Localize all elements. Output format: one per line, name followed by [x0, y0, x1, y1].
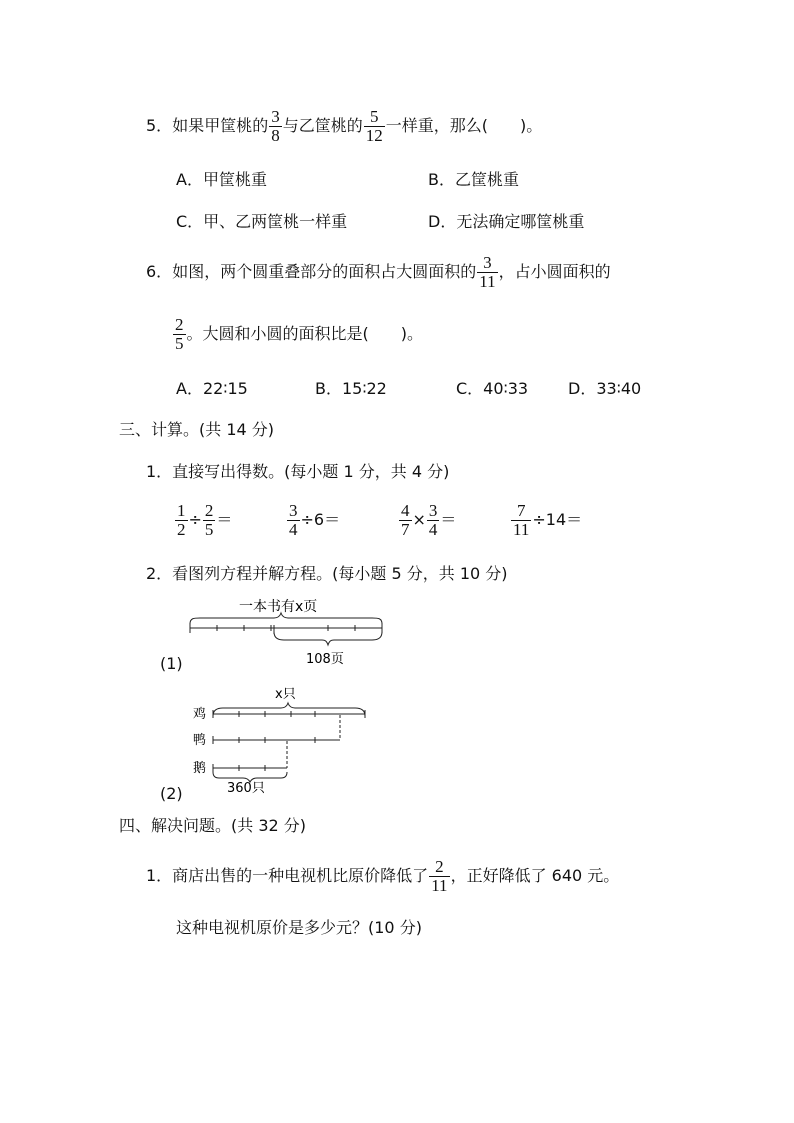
- option-d: D．无法确定哪筐桃重: [428, 212, 585, 231]
- question-number: 6．: [146, 262, 173, 281]
- question-6: [146, 254, 611, 291]
- diagram-2-label: (2): [160, 784, 183, 803]
- fraction: $\frac{3}{11}$: [479, 253, 496, 291]
- line-diagram-2: [185, 682, 385, 794]
- section-4-title: 四、解决问题。(共 32 分): [119, 816, 307, 835]
- option-d: D．33∶40: [568, 379, 642, 398]
- section-3-part-2: 2．看图列方程并解方程。(每小题 5 分，共 10 分): [146, 564, 508, 583]
- question-text: 如果甲筐桃的: [172, 116, 269, 135]
- section-3-part-1: 1．直接写出得数。(每小题 1 分，共 4 分): [146, 462, 450, 481]
- option-c: C．40∶33: [456, 379, 529, 398]
- option-a: A．22∶15: [176, 379, 248, 398]
- diagram-1-label: (1): [160, 654, 183, 673]
- question-text: 如图，两个圆重叠部分的面积占大圆面积的: [172, 262, 477, 281]
- option-b: B．15∶22: [315, 379, 387, 398]
- problem-1: 1．商店出售的一种电视机比原价降低了 $\frac{2}{11}$ ，正好降低了 640 元。: [146, 857, 620, 895]
- line-diagram-1: [150, 596, 400, 676]
- diagram-2-bottom-label: 360只: [227, 781, 265, 794]
- diagram-1-bottom-label: 108页: [306, 652, 344, 667]
- expression-1: $\frac{1}{2}$ ÷ $\frac{2}{5}$ ＝: [177, 501, 233, 539]
- diagram-1-top-label: 一本书有x页: [239, 599, 318, 615]
- fraction: $\frac{5}{12}$: [365, 107, 383, 145]
- problem-1-question: 这种电视机原价是多少元？(10 分): [176, 918, 422, 937]
- option-c: C．甲、乙两筐桃一样重: [176, 212, 348, 231]
- expression-2: $\frac{3}{4}$ ÷6＝: [289, 501, 341, 539]
- question-6-continued: [172, 316, 423, 353]
- expression-3: $\frac{4}{7}$ × $\frac{3}{4}$ ＝: [401, 501, 457, 539]
- question-text: 一样重，那么( )。: [385, 116, 543, 135]
- row-label-goose: 鹅: [193, 761, 207, 776]
- expression-4: $\frac{7}{11}$ ÷14＝: [513, 501, 583, 539]
- option-a: A．甲筐桃重: [176, 170, 267, 189]
- fraction: $\frac{2}{5}$: [175, 315, 184, 353]
- question-number: 5．: [146, 116, 173, 135]
- option-b: B．乙筐桃重: [428, 170, 519, 189]
- diagram-2-top-label: x只: [275, 687, 296, 702]
- question-text: 。大圆和小圆的面积比是( )。: [186, 324, 423, 343]
- row-label-duck: 鸭: [193, 733, 207, 748]
- fraction: $\frac{3}{8}$: [271, 107, 280, 145]
- section-3-title: 三、计算。(共 14 分): [119, 420, 275, 439]
- question-text: 与乙筐桃的: [282, 116, 363, 135]
- row-label-chicken: 鸡: [193, 707, 207, 722]
- fraction: $\frac{2}{11}$: [431, 857, 448, 895]
- question-text: ，占小圆面积的: [498, 262, 611, 281]
- question-5: [146, 108, 542, 145]
